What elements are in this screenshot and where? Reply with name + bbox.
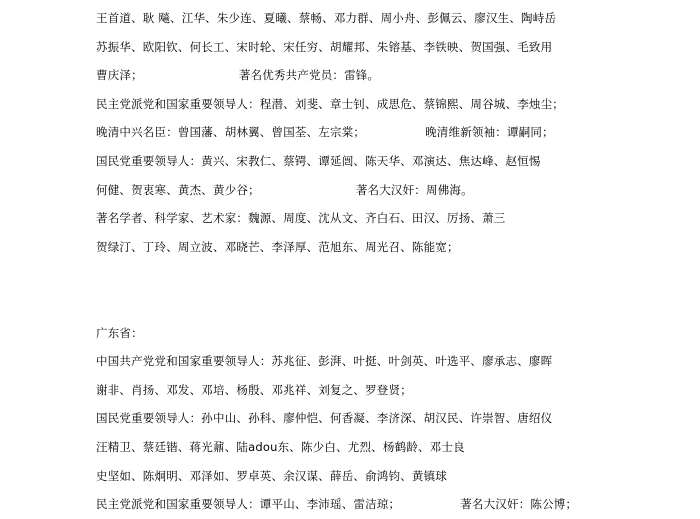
document-line	[96, 433, 604, 462]
line-text: 曹庆泽；	[96, 68, 143, 83]
line-text: 中国共产党党和国家重要领导人：苏兆征、彭湃、叶挺、叶剑英、叶选平、廖承志、廖晖	[96, 354, 553, 369]
document-line	[96, 376, 604, 405]
line-text: 国民党重要领导人：孙中山、孙科、廖仲恺、何香凝、李济深、胡汉民、许崇智、唐绍仪	[96, 411, 553, 426]
line-text: 王首道、耿 飚、江华、朱少连、夏曦、蔡畅、邓力群、周小舟、彭佩云、廖汉生、陶峙岳	[96, 11, 557, 25]
line-tail-text: 晚清维新领袖：谭嗣同；	[425, 125, 554, 140]
document-line	[96, 90, 604, 119]
document-line	[96, 147, 604, 176]
document-line	[96, 462, 604, 491]
document-line-blank	[96, 290, 604, 319]
line-tail-text: 著名优秀共产党员：雷锋。	[238, 68, 380, 83]
line-tail-text: 著名大汉奸：陈公博；	[460, 497, 578, 512]
document-line-blank	[96, 261, 604, 290]
document-line	[96, 4, 604, 33]
document-line	[96, 33, 604, 62]
document-line	[96, 204, 604, 233]
document-line	[96, 176, 604, 205]
document-line	[96, 404, 604, 433]
line-text: 晚清中兴名臣：曾国藩、胡林翼、曾国荃、左宗棠；	[96, 125, 366, 140]
line-text: 汪精卫、蔡廷锴、蒋光鼐、陆adou东、陈少白、尤烈、杨鹤龄、邓士良	[96, 439, 465, 454]
line-text: 何健、贺衷寒、黄杰、黄少谷；	[96, 182, 260, 197]
line-text: 民主党派党和国家重要领导人：谭平山、李沛瑶、雷洁琼；	[96, 497, 401, 512]
line-text: 著名学者、科学家、艺术家：魏源、周度、沈从文、齐白石、田汉、厉扬、萧三	[96, 211, 506, 226]
document-line-heading	[96, 319, 604, 348]
document-line	[96, 118, 604, 147]
document-line	[96, 233, 604, 262]
line-text: 贺绿汀、丁玲、周立波、邓晓芒、李泽厚、范旭东、周光召、陈能宽；	[96, 239, 459, 254]
line-text: 苏振华、欧阳钦、何长工、宋时轮、宋任穷、胡耀邦、朱镕基、李铁映、贺国强、毛致用	[96, 39, 553, 54]
line-text: 民主党派党和国家重要领导人：程潜、刘斐、章士钊、成思危、蔡锦熙、周谷城、李烛尘；	[96, 96, 564, 111]
line-text: 广东省：	[96, 325, 143, 340]
document-line	[96, 490, 604, 519]
document-line	[96, 61, 604, 90]
line-text: 史坚如、陈炯明、邓泽如、罗卓英、余汉谋、薛岳、俞鸿钧、黄镇球	[96, 468, 447, 483]
line-text: 谢非、肖扬、邓发、邓培、杨殷、邓兆祥、刘复之、罗登贤；	[96, 382, 412, 397]
line-tail-text: 著名大汉奸：周佛海。	[355, 182, 473, 197]
document-line	[96, 347, 604, 376]
line-text: 国民党重要领导人：黄兴、宋教仁、蔡锷、谭延闿、陈天华、邓演达、焦达峰、赵恒惕	[96, 153, 541, 168]
